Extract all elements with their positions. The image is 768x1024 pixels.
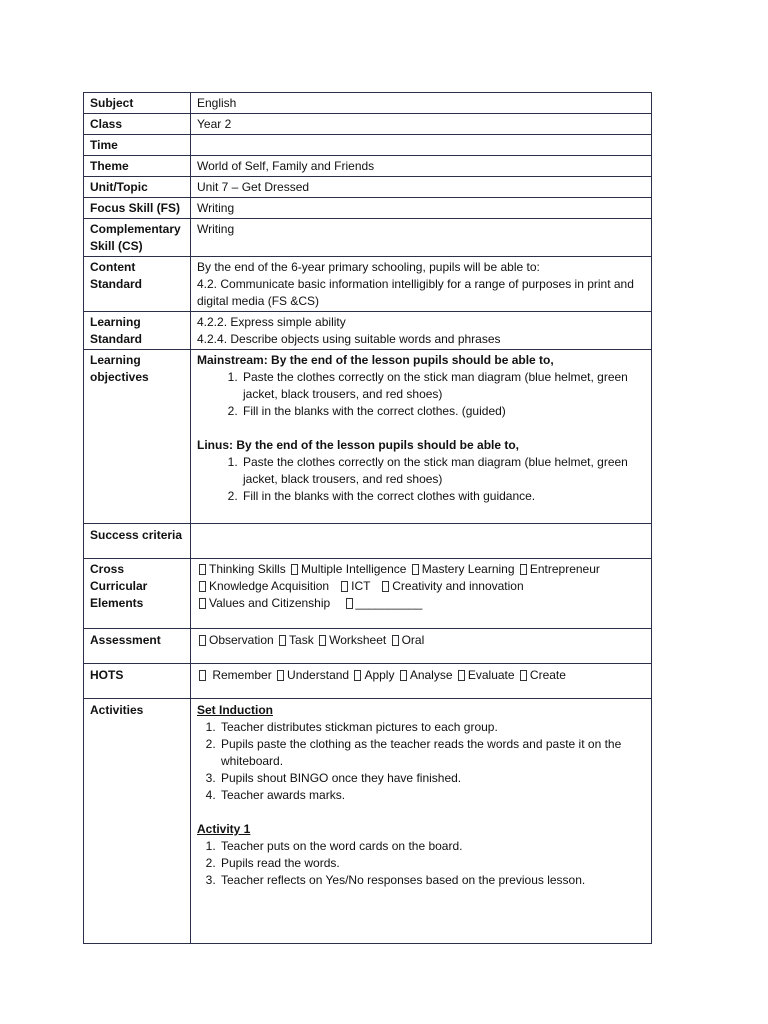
row-time	[84, 135, 652, 156]
row-hots	[84, 664, 652, 699]
cross-option[interactable]	[197, 562, 286, 576]
row-complementary-skill	[84, 219, 652, 257]
class-value: Year 2	[191, 114, 652, 135]
content-standard-line-1: By the end of the 6-year primary schooling, pupils will be able to:	[197, 260, 540, 274]
row-assessment	[84, 629, 652, 664]
learning-objectives-value	[191, 350, 652, 524]
list-item: 3. Teacher reflects on Yes/No responses based on the previous lesson.	[219, 872, 645, 889]
row-class	[84, 114, 652, 135]
mainstream-heading: Mainstream: By the end of the lesson pupils should be able to,	[197, 353, 554, 367]
hots-option[interactable]	[398, 668, 453, 682]
row-learning-objectives	[84, 350, 652, 524]
checkbox-icon	[458, 670, 465, 681]
list-item: 1. Paste the clothes correctly on the stick man diagram (blue helmet, green jacket, black trousers, and red shoes)	[241, 369, 645, 403]
spacer	[197, 420, 645, 437]
hots-option[interactable]	[456, 668, 515, 682]
option-label: __________	[355, 596, 423, 610]
content-standard-value	[191, 257, 652, 312]
option-label: Analyse	[409, 668, 453, 682]
hots-label: HOTS	[84, 664, 191, 699]
option-label: Evaluate	[467, 668, 515, 682]
cross-curricular-value	[191, 559, 652, 629]
cross-option[interactable]	[410, 562, 515, 576]
cross-option[interactable]	[344, 596, 423, 610]
set-induction-heading: Set Induction	[197, 703, 273, 717]
row-content-standard	[84, 257, 652, 312]
complementary-skill-label: Complementary Skill (CS)	[84, 219, 191, 257]
set-induction-list	[197, 719, 645, 804]
class-label: Class	[84, 114, 191, 135]
list-item: 1. Teacher distributes stickman pictures to each group.	[219, 719, 645, 736]
subject-value: English	[191, 93, 652, 114]
option-label: Entrepreneur	[529, 562, 600, 576]
option-label: Create	[529, 668, 566, 682]
checkbox-icon	[341, 581, 348, 592]
success-criteria-label: Success criteria	[84, 524, 191, 559]
activity-1-heading: Activity 1	[197, 822, 251, 836]
mainstream-list	[197, 369, 645, 420]
cross-curricular-label: Cross Curricular Elements	[84, 559, 191, 629]
unit-label: Unit/Topic	[84, 177, 191, 198]
success-criteria-value	[191, 524, 652, 559]
assessment-value	[191, 629, 652, 664]
row-learning-standard	[84, 312, 652, 350]
checkbox-icon	[520, 564, 527, 575]
hots-option[interactable]	[275, 668, 349, 682]
option-label: ICT	[351, 579, 371, 593]
checkbox-icon	[520, 670, 527, 681]
checkbox-icon	[199, 635, 206, 646]
theme-label: Theme	[84, 156, 191, 177]
focus-skill-value: Writing	[191, 198, 652, 219]
cross-option[interactable]	[339, 579, 370, 593]
list-item: 2. Fill in the blanks with the correct clothes with guidance.	[241, 488, 645, 505]
checkbox-icon	[279, 635, 286, 646]
list-item: 3. Pupils shout BINGO once they have finished.	[219, 770, 645, 787]
lesson-plan-table	[83, 92, 652, 944]
learning-standard-label: Learning Standard	[84, 312, 191, 350]
unit-value: Unit 7 – Get Dressed	[191, 177, 652, 198]
learning-standard-value	[191, 312, 652, 350]
hots-option[interactable]	[197, 668, 272, 682]
row-cross-curricular	[84, 559, 652, 629]
option-label: Multiple Intelligence	[301, 562, 407, 576]
checkbox-icon	[199, 598, 206, 609]
row-theme	[84, 156, 652, 177]
cross-line-1	[197, 561, 645, 578]
hots-option[interactable]	[352, 668, 394, 682]
option-label: Mastery Learning	[421, 562, 515, 576]
row-focus-skill	[84, 198, 652, 219]
row-unit	[84, 177, 652, 198]
complementary-skill-value: Writing	[191, 219, 652, 257]
option-label: Thinking Skills	[209, 562, 286, 576]
checkbox-icon	[199, 564, 206, 575]
option-label: Knowledge Acquisition	[209, 579, 330, 593]
checkbox-icon	[277, 670, 284, 681]
option-label: Understand	[287, 668, 350, 682]
content-standard-label: Content Standard	[84, 257, 191, 312]
checkbox-icon	[199, 581, 206, 592]
checkbox-icon	[291, 564, 298, 575]
cross-line-3	[197, 595, 645, 612]
subject-label: Subject	[84, 93, 191, 114]
checkbox-icon	[382, 581, 389, 592]
list-item: 2. Pupils read the words.	[219, 855, 645, 872]
cross-option[interactable]	[380, 579, 523, 593]
content-standard-line-2: 4.2. Communicate basic information intelligibly for a range of purposes in print and digital media (FS &CS)	[197, 277, 634, 308]
linus-list	[197, 454, 645, 505]
cross-option[interactable]	[197, 596, 330, 610]
list-item: 1. Teacher puts on the word cards on the board.	[219, 838, 645, 855]
option-label: Apply	[364, 668, 395, 682]
checkbox-icon	[346, 598, 353, 609]
activity-1-list	[197, 838, 645, 889]
option-label: Creativity and innovation	[392, 579, 524, 593]
activities-value	[191, 699, 652, 944]
checkbox-icon	[319, 635, 326, 646]
spacer	[197, 804, 645, 821]
activities-label: Activities	[84, 699, 191, 944]
row-activities	[84, 699, 652, 944]
learning-standard-line-1: 4.2.2. Express simple ability	[197, 315, 346, 329]
time-value	[191, 135, 652, 156]
cross-option[interactable]	[197, 579, 329, 593]
time-label: Time	[84, 135, 191, 156]
option-label: Values and Citizenship	[209, 596, 331, 610]
option-label: Remember	[212, 668, 272, 682]
assessment-option[interactable]	[197, 633, 274, 647]
assessment-label: Assessment	[84, 629, 191, 664]
assessment-option[interactable]	[277, 633, 314, 647]
cross-option[interactable]	[518, 562, 600, 576]
checkbox-icon	[354, 670, 361, 681]
option-label: Oral	[401, 633, 425, 647]
list-item: 2. Pupils paste the clothing as the teacher reads the words and paste it on the whiteboard.	[219, 736, 645, 770]
assessment-option[interactable]	[390, 633, 425, 647]
linus-heading: Linus: By the end of the lesson pupils should be able to,	[197, 438, 520, 452]
option-label: Task	[289, 633, 314, 647]
theme-value: World of Self, Family and Friends	[191, 156, 652, 177]
assessment-option[interactable]	[317, 633, 386, 647]
checkbox-icon	[412, 564, 419, 575]
checkbox-icon	[400, 670, 407, 681]
focus-skill-label: Focus Skill (FS)	[84, 198, 191, 219]
list-item: 4. Teacher awards marks.	[219, 787, 645, 804]
option-label: Observation	[209, 633, 274, 647]
row-success-criteria	[84, 524, 652, 559]
checkbox-icon	[392, 635, 399, 646]
hots-option[interactable]	[518, 668, 566, 682]
hots-value	[191, 664, 652, 699]
learning-objectives-label: Learning objectives	[84, 350, 191, 524]
learning-standard-line-2: 4.2.4. Describe objects using suitable words and phrases	[197, 332, 501, 346]
cross-option[interactable]	[289, 562, 406, 576]
cross-line-2	[197, 578, 645, 595]
list-item: 1. Paste the clothes correctly on the stick man diagram (blue helmet, green jacket, black trousers, and red shoes)	[241, 454, 645, 488]
option-label: Worksheet	[329, 633, 387, 647]
checkbox-icon	[199, 670, 206, 681]
row-subject	[84, 93, 652, 114]
list-item: 2. Fill in the blanks with the correct clothes. (guided)	[241, 403, 645, 420]
